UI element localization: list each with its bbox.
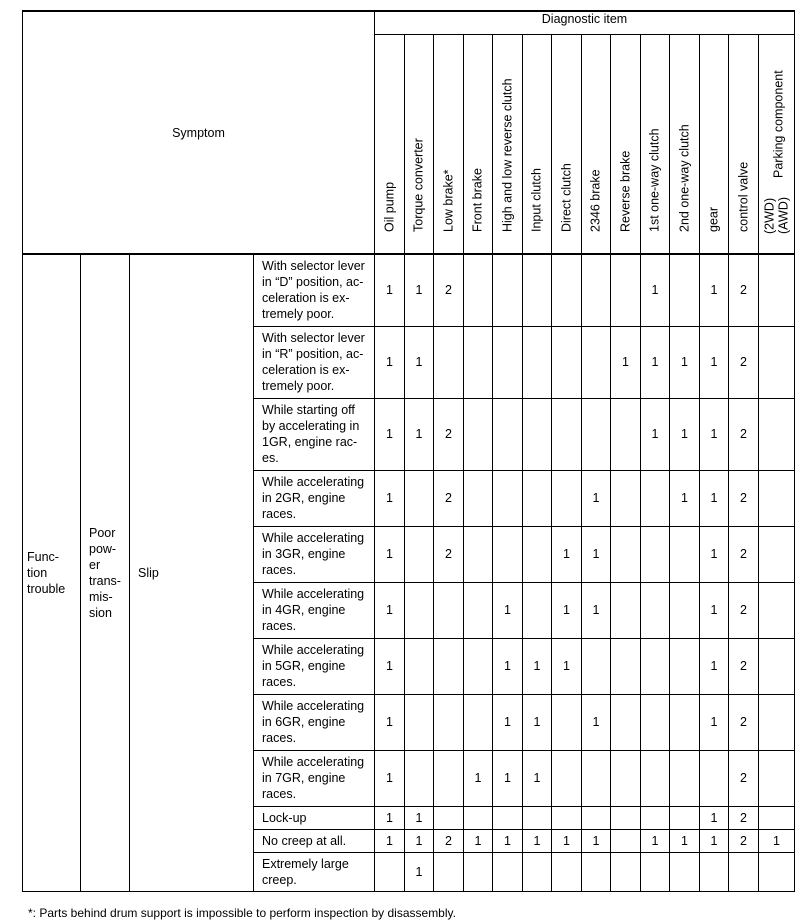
- value-cell: 1: [641, 326, 670, 398]
- column-header-label: Low brake*: [441, 169, 455, 232]
- value-cell: [670, 526, 700, 582]
- value-cell: 1: [375, 526, 405, 582]
- group-function-trouble-line: tion: [27, 565, 48, 580]
- symptom-line: in 3GR, engine: [262, 547, 346, 561]
- value-cell: 1: [670, 470, 700, 526]
- value-cell: [670, 750, 700, 806]
- value-cell: [493, 470, 523, 526]
- value-cell: 2: [434, 526, 464, 582]
- value-cell: [759, 398, 795, 470]
- value-cell: 2: [729, 694, 759, 750]
- value-cell: [523, 470, 552, 526]
- symptom-cell: [254, 694, 375, 750]
- value-cell: [759, 852, 795, 891]
- value-cell: [611, 470, 641, 526]
- column-header-label: 2346 brake: [588, 169, 603, 232]
- column-header: [611, 35, 641, 255]
- column-header: [759, 35, 795, 255]
- value-cell: [611, 582, 641, 638]
- value-cell: 1: [405, 326, 434, 398]
- symptom-line: tremely poor.: [262, 379, 335, 393]
- value-cell: 1: [582, 526, 611, 582]
- value-cell: 1: [582, 582, 611, 638]
- value-cell: [611, 398, 641, 470]
- value-cell: [493, 806, 523, 829]
- column-header-label: Parking component: [771, 70, 786, 178]
- value-cell: 2: [729, 582, 759, 638]
- value-cell: [670, 254, 700, 326]
- symptom-line: With selector lever: [262, 331, 365, 345]
- symptom-line: races.: [262, 619, 297, 633]
- value-cell: [552, 750, 582, 806]
- value-cell: [464, 694, 493, 750]
- value-cell: [405, 526, 434, 582]
- value-cell: 2: [729, 526, 759, 582]
- group-poor-power-transmission-line: Poor: [89, 525, 116, 540]
- value-cell: 2: [729, 398, 759, 470]
- value-cell: [464, 852, 493, 891]
- value-cell: 1: [700, 326, 729, 398]
- symptom-line: in 2GR, engine: [262, 491, 346, 505]
- symptom-header: Symptom: [23, 11, 375, 254]
- value-cell: 1: [670, 398, 700, 470]
- value-cell: 1: [375, 638, 405, 694]
- value-cell: 1: [582, 470, 611, 526]
- value-cell: 1: [405, 806, 434, 829]
- value-cell: 2: [729, 254, 759, 326]
- column-header: [405, 35, 434, 255]
- value-cell: [464, 582, 493, 638]
- value-cell: 1: [405, 398, 434, 470]
- value-cell: 1: [405, 254, 434, 326]
- value-cell: 1: [759, 829, 795, 852]
- group-function-trouble-line: trouble: [27, 581, 66, 596]
- value-cell: [582, 852, 611, 891]
- value-cell: [552, 398, 582, 470]
- symptom-cell: [254, 852, 375, 891]
- value-cell: 2: [729, 638, 759, 694]
- value-cell: [759, 526, 795, 582]
- value-cell: [611, 638, 641, 694]
- value-cell: 1: [670, 829, 700, 852]
- group-slip: Slip: [130, 254, 254, 891]
- symptom-line: tremely poor.: [262, 307, 335, 322]
- symptom-line: celeration is ex-: [262, 291, 350, 306]
- column-header: [434, 35, 464, 255]
- column-header-label: High and low reverse clutch: [500, 78, 514, 232]
- value-cell: [434, 750, 464, 806]
- value-cell: [700, 852, 729, 891]
- symptom-line: in “D” position, ac-: [262, 275, 364, 290]
- value-cell: 2: [434, 829, 464, 852]
- value-cell: [611, 829, 641, 852]
- value-cell: 1: [493, 750, 523, 806]
- value-cell: 1: [523, 829, 552, 852]
- value-cell: 1: [582, 829, 611, 852]
- value-cell: [375, 852, 405, 891]
- symptom-cell: [254, 470, 375, 526]
- value-cell: 1: [700, 638, 729, 694]
- value-cell: [464, 398, 493, 470]
- value-cell: 1: [493, 638, 523, 694]
- value-cell: [405, 638, 434, 694]
- symptom-line: in 7GR, engine: [262, 771, 346, 785]
- column-header: [523, 35, 552, 255]
- value-cell: [700, 750, 729, 806]
- symptom-line: in 6GR, engine: [262, 715, 346, 729]
- symptom-cell: [254, 254, 375, 326]
- value-cell: 1: [641, 398, 670, 470]
- value-cell: [464, 638, 493, 694]
- value-cell: [464, 526, 493, 582]
- value-cell: [611, 254, 641, 326]
- column-header: [493, 35, 523, 255]
- value-cell: [434, 852, 464, 891]
- value-cell: [611, 694, 641, 750]
- value-cell: [582, 398, 611, 470]
- value-cell: 1: [700, 694, 729, 750]
- symptom-line: With selector lever: [262, 259, 365, 274]
- value-cell: [641, 582, 670, 638]
- value-cell: [434, 806, 464, 829]
- symptom-line: celeration is ex-: [262, 363, 350, 377]
- value-cell: [611, 750, 641, 806]
- value-cell: [493, 398, 523, 470]
- value-cell: [582, 254, 611, 326]
- value-cell: [611, 806, 641, 829]
- value-cell: [641, 470, 670, 526]
- symptom-line: races.: [262, 675, 297, 689]
- column-header: [375, 35, 405, 255]
- value-cell: [464, 326, 493, 398]
- symptom-line: While accelerating: [262, 755, 365, 769]
- value-cell: 1: [582, 694, 611, 750]
- value-cell: [729, 852, 759, 891]
- symptom-line: creep.: [262, 872, 297, 887]
- value-cell: 2: [434, 470, 464, 526]
- value-cell: 2: [434, 398, 464, 470]
- column-header: [552, 35, 582, 255]
- value-cell: 1: [375, 398, 405, 470]
- column-subheader-awd: (AWD): [776, 196, 791, 234]
- value-cell: 2: [729, 750, 759, 806]
- value-cell: [552, 254, 582, 326]
- value-cell: [582, 806, 611, 829]
- symptom-cell: [254, 806, 375, 829]
- value-cell: [493, 526, 523, 582]
- value-cell: 1: [700, 398, 729, 470]
- value-cell: [523, 582, 552, 638]
- value-cell: 1: [611, 326, 641, 398]
- value-cell: 1: [493, 582, 523, 638]
- group-poor-power-transmission-line: trans-: [89, 573, 121, 588]
- value-cell: 1: [700, 582, 729, 638]
- symptom-line: While accelerating: [262, 643, 365, 657]
- group-function-trouble: [23, 254, 81, 891]
- value-cell: [434, 582, 464, 638]
- value-cell: [552, 852, 582, 891]
- value-cell: [582, 750, 611, 806]
- column-header-label: Torque converter: [411, 138, 426, 232]
- value-cell: 1: [641, 254, 670, 326]
- value-cell: [670, 582, 700, 638]
- column-header-label: Input clutch: [529, 168, 544, 232]
- value-cell: [759, 694, 795, 750]
- value-cell: 1: [670, 326, 700, 398]
- value-cell: [611, 852, 641, 891]
- value-cell: 1: [552, 526, 582, 582]
- value-cell: 2: [729, 829, 759, 852]
- column-header-label: 1st one-way clutch: [647, 128, 662, 232]
- diagnostic-table-wrap: [22, 10, 795, 920]
- value-cell: 1: [375, 326, 405, 398]
- symptom-line: in “R” position, ac-: [262, 347, 364, 361]
- symptom-line: No creep at all.: [262, 833, 347, 848]
- value-cell: [759, 326, 795, 398]
- value-cell: 2: [729, 470, 759, 526]
- column-header: [729, 35, 759, 255]
- group-function-trouble-line: Func-: [27, 549, 59, 564]
- column-header-label: gear: [706, 206, 721, 232]
- group-poor-power-transmission-line: mis-: [89, 589, 113, 604]
- symptom-cell: [254, 398, 375, 470]
- value-cell: [434, 326, 464, 398]
- value-cell: [405, 750, 434, 806]
- value-cell: 1: [523, 638, 552, 694]
- value-cell: [523, 326, 552, 398]
- symptom-line: in 5GR, engine: [262, 659, 346, 673]
- symptom-cell: [254, 638, 375, 694]
- column-header: [582, 35, 611, 255]
- value-cell: [759, 806, 795, 829]
- value-cell: 1: [523, 750, 552, 806]
- value-cell: [759, 254, 795, 326]
- value-cell: 1: [375, 470, 405, 526]
- value-cell: 1: [464, 829, 493, 852]
- value-cell: [405, 694, 434, 750]
- symptom-line: races.: [262, 731, 297, 745]
- value-cell: 1: [375, 582, 405, 638]
- value-cell: 1: [375, 254, 405, 326]
- value-cell: 1: [493, 694, 523, 750]
- value-cell: 1: [700, 254, 729, 326]
- value-cell: [641, 526, 670, 582]
- value-cell: [552, 806, 582, 829]
- symptom-cell: [254, 526, 375, 582]
- value-cell: [434, 638, 464, 694]
- value-cell: [641, 806, 670, 829]
- symptom-cell: [254, 326, 375, 398]
- value-cell: [405, 470, 434, 526]
- value-cell: 1: [375, 806, 405, 829]
- value-cell: 1: [405, 852, 434, 891]
- value-cell: 1: [641, 829, 670, 852]
- value-cell: 1: [700, 526, 729, 582]
- symptom-line: Lock-up: [262, 810, 307, 825]
- value-cell: [434, 694, 464, 750]
- symptom-line: races.: [262, 787, 297, 801]
- value-cell: [582, 326, 611, 398]
- symptom-line: While accelerating: [262, 587, 365, 601]
- column-subheader-2wd: (2WD): [762, 197, 776, 234]
- symptom-line: in 4GR, engine: [262, 603, 346, 617]
- value-cell: [670, 852, 700, 891]
- value-cell: [670, 806, 700, 829]
- value-cell: 1: [375, 750, 405, 806]
- value-cell: 1: [375, 829, 405, 852]
- value-cell: 2: [729, 806, 759, 829]
- column-header-label: control valve: [736, 161, 750, 232]
- value-cell: [523, 806, 552, 829]
- value-cell: [759, 638, 795, 694]
- value-cell: 1: [464, 750, 493, 806]
- value-cell: 1: [405, 829, 434, 852]
- value-cell: 1: [552, 638, 582, 694]
- symptom-line: 1GR, engine rac-: [262, 435, 358, 449]
- symptom-line: While accelerating: [262, 475, 365, 489]
- value-cell: [759, 470, 795, 526]
- symptom-line: races.: [262, 507, 297, 521]
- symptom-line: Extremely large: [262, 856, 349, 871]
- group-poor-power-transmission-line: er: [89, 557, 101, 572]
- value-cell: [670, 638, 700, 694]
- value-cell: [493, 852, 523, 891]
- symptom-line: by accelerating in: [262, 419, 360, 433]
- value-cell: [641, 852, 670, 891]
- value-cell: [493, 326, 523, 398]
- column-header: [700, 35, 729, 255]
- diagnostic-table: [22, 10, 795, 892]
- column-header: [670, 35, 700, 255]
- value-cell: [670, 694, 700, 750]
- value-cell: [641, 750, 670, 806]
- value-cell: [405, 582, 434, 638]
- symptom-line: While accelerating: [262, 699, 365, 713]
- value-cell: [552, 326, 582, 398]
- group-poor-power-transmission-line: pow-: [89, 541, 117, 556]
- value-cell: [464, 254, 493, 326]
- value-cell: [552, 694, 582, 750]
- value-cell: [464, 470, 493, 526]
- column-header: [464, 35, 493, 255]
- diagnostic-item-header: Diagnostic item: [375, 11, 795, 35]
- value-cell: 2: [729, 326, 759, 398]
- value-cell: 1: [552, 829, 582, 852]
- value-cell: 1: [552, 582, 582, 638]
- symptom-cell: [254, 829, 375, 852]
- value-cell: [582, 638, 611, 694]
- column-header: [641, 35, 670, 255]
- value-cell: 1: [375, 694, 405, 750]
- group-poor-power-transmission: [81, 254, 130, 891]
- column-header-label: Reverse brake: [618, 150, 632, 232]
- value-cell: 1: [700, 806, 729, 829]
- value-cell: 2: [434, 254, 464, 326]
- value-cell: [759, 582, 795, 638]
- symptom-line: races.: [262, 563, 297, 577]
- symptom-line: While accelerating: [262, 531, 365, 545]
- value-cell: [493, 254, 523, 326]
- value-cell: [464, 806, 493, 829]
- value-cell: 1: [700, 470, 729, 526]
- footnote: *: Parts behind drum support is impossible to perform inspection by disassembly.: [28, 906, 456, 920]
- group-poor-power-transmission-line: sion: [89, 605, 112, 620]
- value-cell: [523, 398, 552, 470]
- symptom-cell: [254, 750, 375, 806]
- value-cell: [759, 750, 795, 806]
- value-cell: [523, 254, 552, 326]
- value-cell: [552, 470, 582, 526]
- value-cell: [641, 638, 670, 694]
- value-cell: [611, 526, 641, 582]
- column-header-label: Front brake: [470, 168, 485, 232]
- value-cell: 1: [493, 829, 523, 852]
- value-cell: 1: [700, 829, 729, 852]
- column-header-label: Oil pump: [382, 181, 396, 232]
- symptom-cell: [254, 582, 375, 638]
- value-cell: [523, 526, 552, 582]
- table-row: [23, 254, 795, 326]
- value-cell: [641, 694, 670, 750]
- column-header-label: Direct clutch: [559, 163, 573, 232]
- symptom-line: es.: [262, 451, 279, 465]
- symptom-line: While starting off: [262, 403, 355, 417]
- value-cell: [523, 852, 552, 891]
- value-cell: 1: [523, 694, 552, 750]
- column-header-label: 2nd one-way clutch: [677, 124, 691, 232]
